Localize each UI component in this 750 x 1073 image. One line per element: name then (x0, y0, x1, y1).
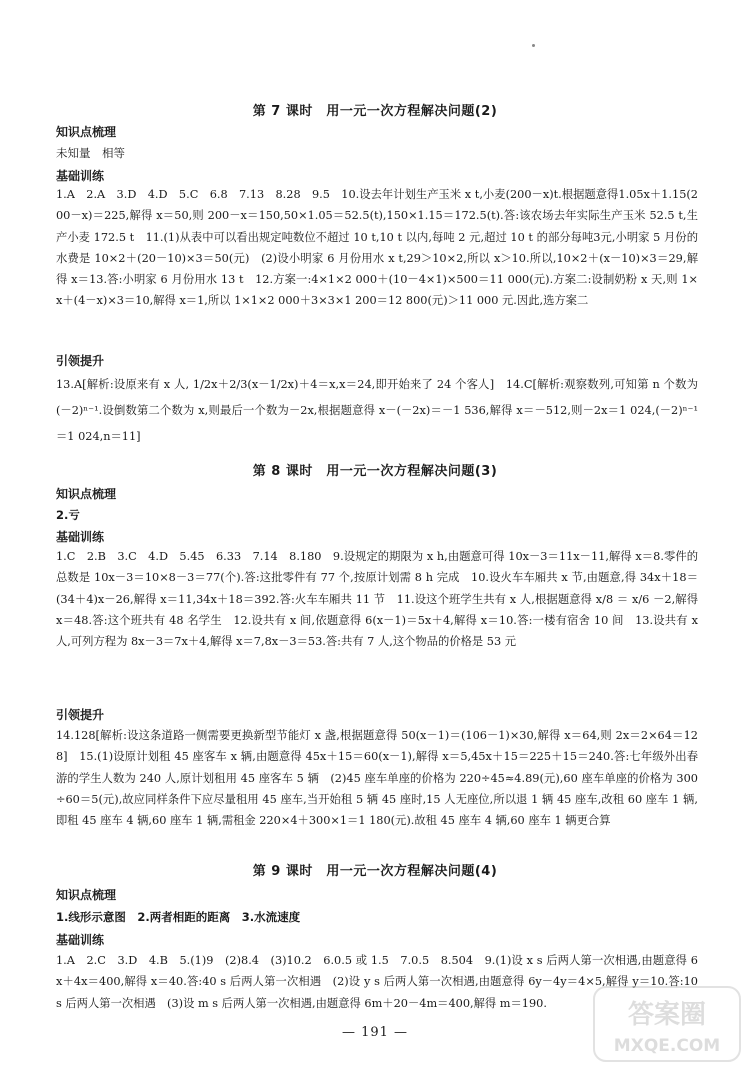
lesson-8-basic-answers: 1.C 2.B 3.C 4.D 5.45 6.33 7.14 8.180 9.设规定的期限为 x h,由题意可得 10x－3＝11x－11,解得 x＝8.零件的总数是 10x－3＝10×8－3＝77(个).答:这批零件有 77 个,按原计划需 8 h 完成 10.设火车车厢共 x 节,由题意,得 34x＋18＝(34＋4)x－26,解得 x＝11,34x＋18＝392.答:火车车厢共 11 节 11.设这个班学生共有 x 人,根据题意得 x/8 ＝ x/6 －2,解得 x＝48.答:这个班共有 48 名学生 12.设共有 x 间,依题意得 6(x－1)＝5x＋4,解得 x＝10.答:一楼有宿舍 10 间 13.设共有 x 人,可列方程为 8x－3＝7x＋4,解得 x＝7,8x－3＝53.答:共有 7 人,这个物品的价格是 53 元 (56, 550, 698, 649)
lesson-8-basic-title: 基础训练 (56, 530, 105, 544)
page-number: — 191 — (341, 1025, 409, 1040)
lesson-7-basic-answers: 1.A 2.A 3.D 4.D 5.C 6.8 7.13 8.28 9.5 10.设去年计划生产玉米 x t,小麦(200－x)t.根据题意得1.05x＋1.15(200－x)＝225,解得 x＝50,则 200－x＝150,50×1.05＝52.5(t),150×1.15＝172.5(t).答:该农场去年实际生产玉米 52.5 t,生产小麦 172.5 t 11.(1)从表中可以看出规定吨数位不超过 10 t,10 t 以内,每吨 2 元,超过 10 t 的部分每吨3元,小明家 5 月份的水费是 10×2＋(20－10)×3＝50(元) (2)设小明家 6 月份用水 x t,29＞10×2,所以 x＞10.所以,10×2＋(x－10)×3＝29,解得 x＝13.答:小明家 6 月份用水 13 t 12.方案一:4×1×2 000＋(10－4×1)×500＝11 000(元).方案二:设制奶粉 x 天,则 1×x＋(4－x)×3＝10,解得 x＝1,所以 1×1×2 000＋3×3×1 200＝12 800(元)＞11 000 元.因此,选方案二 (56, 188, 698, 308)
lesson-9-knowledge-title: 知识点梳理 (56, 888, 117, 902)
lesson-9-heading: 第 9 课时 用一元一次方程解决问题(4) (252, 864, 498, 879)
lesson-8-heading: 第 8 课时 用一元一次方程解决问题(3) (252, 464, 498, 479)
svg-text:MXQE.COM: MXQE.COM (613, 1036, 721, 1056)
svg-text:答案圈: 答案圈 (627, 1000, 707, 1030)
lesson-7-advanced-answers: 13.A[解析:设原来有 x 人, 1/2x＋2/3(x－1/2x)＋4＝x,x＝24,即开始来了 24 个客人] 14.C[解析:观察数列,可知第 n 个数为(－2)ⁿ⁻¹.设倒数第二个数为 x,则最后一个数为－2x,根据题意得 x－(－2x)＝－1 536,解得 x＝－512,则－2x＝1 024,(－2)ⁿ⁻¹＝1 024,n＝11] (56, 378, 698, 443)
watermark-logo (592, 985, 742, 1063)
lesson-9-knowledge-text: 1.线形示意图 2.两者相距的距离 3.水流速度 (56, 910, 301, 924)
lesson-7-advanced-title: 引领提升 (56, 354, 105, 368)
scan-speck (532, 44, 535, 47)
lesson-8-knowledge-title: 知识点梳理 (56, 487, 117, 501)
lesson-7-heading: 第 7 课时 用一元一次方程解决问题(2) (252, 104, 498, 119)
lesson-8-knowledge-text: 2.亏 (56, 508, 80, 522)
lesson-7-knowledge-title: 知识点梳理 (56, 125, 117, 139)
lesson-8-advanced-title: 引领提升 (56, 708, 105, 722)
lesson-9-basic-answers: 1.A 2.C 3.D 4.B 5.(1)9 (2)8.4 (3)10.2 6.0.5 或 1.5 7.0.5 8.504 9.(1)设 x s 后两人第一次相遇,由题意得 6x＋4x＝400,解得 x＝40.答:40 s 后两人第一次相遇 (2)设 y s 后两人第一次相遇,由题意得 6y－4y＝4×5,解得 y＝10.答:10 s 后两人第一次相遇 (3)设 m s 后两人第一次相遇,由题意得 6m＋20－4m＝400,解得 m＝190. (56, 954, 698, 1010)
lesson-7-basic-title: 基础训练 (56, 169, 105, 183)
lesson-9-basic-title: 基础训练 (56, 933, 105, 947)
lesson-8-advanced-answers: 14.128[解析:设这条道路一侧需要更换新型节能灯 x 盏,根据题意得 50(x－1)＝(106－1)×30,解得 x＝64,则 2x＝2×64＝128] 15.(1)设原计划租 45 座客车 x 辆,由题意得 45x＋15＝60(x－1),解得 x＝5,45x＋15＝225＋15＝240.答:七年级外出春游的学生人数为 240 人,原计划租用 45 座客车 5 辆 (2)45 座车单座的价格为 220÷45≈4.89(元),60 座车单座的价格为 300÷60＝5(元),故应同样条件下应尽量租用 45 座车,当开始租 5 辆 45 座时,15 人无座位,所以退 1 辆 45 座车,改租 60 座车 1 辆,即租 45 座车 4 辆,60 座车 1 辆,需租金 220×4＋300×1＝1 180(元).故租 45 座车 4 辆,60 座车 1 辆更合算 (56, 729, 698, 828)
lesson-7-knowledge-text: 未知量 相等 (56, 146, 125, 160)
